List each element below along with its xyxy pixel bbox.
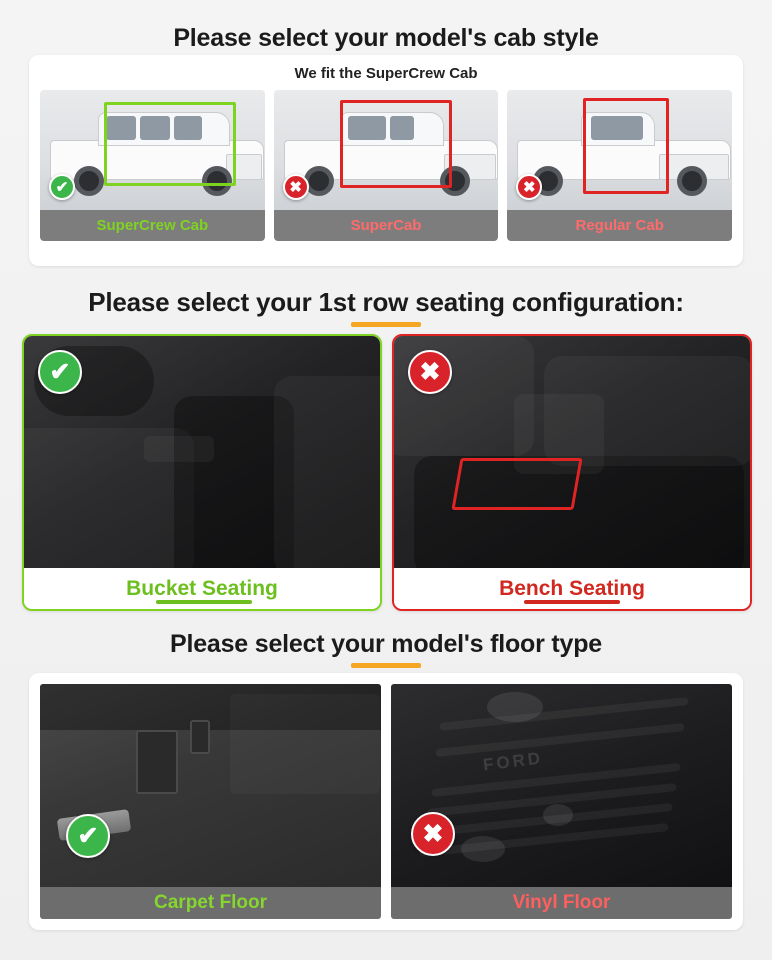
floor-heading: Please select your model's floor type bbox=[169, 630, 603, 658]
cross-icon: ✖ bbox=[411, 812, 455, 856]
cab-option-regular[interactable] bbox=[507, 90, 732, 241]
floor-heading-wrap bbox=[0, 630, 772, 668]
cab-option-supercab-image bbox=[274, 90, 499, 210]
cross-icon: ✖ bbox=[516, 174, 542, 200]
seating-option-bench-image bbox=[394, 336, 750, 568]
cab-option-regular-highlight bbox=[583, 98, 669, 194]
seating-option-bucket-caption bbox=[24, 568, 380, 609]
check-icon: ✔ bbox=[38, 350, 82, 394]
floor-option-vinyl-label: Vinyl Floor bbox=[391, 887, 732, 919]
seating-option-bench-label: Bench Seating bbox=[499, 576, 645, 600]
cross-icon: ✖ bbox=[408, 350, 452, 394]
floor-option-carpet-label: Carpet Floor bbox=[40, 887, 381, 919]
cab-option-regular-image bbox=[507, 90, 732, 210]
seating-option-bucket-label: Bucket Seating bbox=[126, 576, 278, 600]
floor-option-carpet-image bbox=[40, 684, 381, 887]
cab-option-regular-label: Regular Cab bbox=[507, 210, 732, 241]
ford-emboss-text: FORD bbox=[482, 748, 545, 775]
cab-style-heading: Please select your model's cab style bbox=[173, 24, 599, 52]
cab-fit-subtitle: We fit the SuperCrew Cab bbox=[294, 65, 478, 82]
seating-option-bucket-image bbox=[24, 336, 380, 568]
cab-option-supercrew-label: SuperCrew Cab bbox=[40, 210, 265, 241]
cab-option-supercrew-image bbox=[40, 90, 265, 210]
cab-option-supercab-label: SuperCab bbox=[274, 210, 499, 241]
seating-option-bucket[interactable] bbox=[22, 334, 382, 611]
check-icon: ✔ bbox=[49, 174, 75, 200]
seating-heading-wrap bbox=[0, 287, 772, 327]
bench-highlight bbox=[451, 458, 582, 510]
seating-option-bench-caption bbox=[394, 568, 750, 609]
seating-option-row bbox=[22, 334, 752, 611]
seating-option-bench[interactable] bbox=[392, 334, 752, 611]
floor-card bbox=[29, 673, 743, 930]
cab-style-card bbox=[29, 55, 743, 266]
cab-option-supercab-highlight bbox=[340, 100, 452, 188]
cross-icon: ✖ bbox=[283, 174, 309, 200]
cab-option-row bbox=[40, 90, 732, 241]
floor-option-carpet[interactable] bbox=[40, 684, 381, 919]
cab-option-supercab[interactable] bbox=[274, 90, 499, 241]
check-icon: ✔ bbox=[66, 814, 110, 858]
cab-option-supercrew[interactable] bbox=[40, 90, 265, 241]
floor-option-vinyl-image bbox=[391, 684, 732, 887]
seating-heading: Please select your 1st row seating configuration: bbox=[88, 287, 684, 317]
floor-accent-bar bbox=[351, 663, 421, 668]
seating-accent-bar bbox=[351, 322, 421, 327]
floor-option-vinyl[interactable] bbox=[391, 684, 732, 919]
cab-option-supercrew-highlight bbox=[104, 102, 236, 186]
